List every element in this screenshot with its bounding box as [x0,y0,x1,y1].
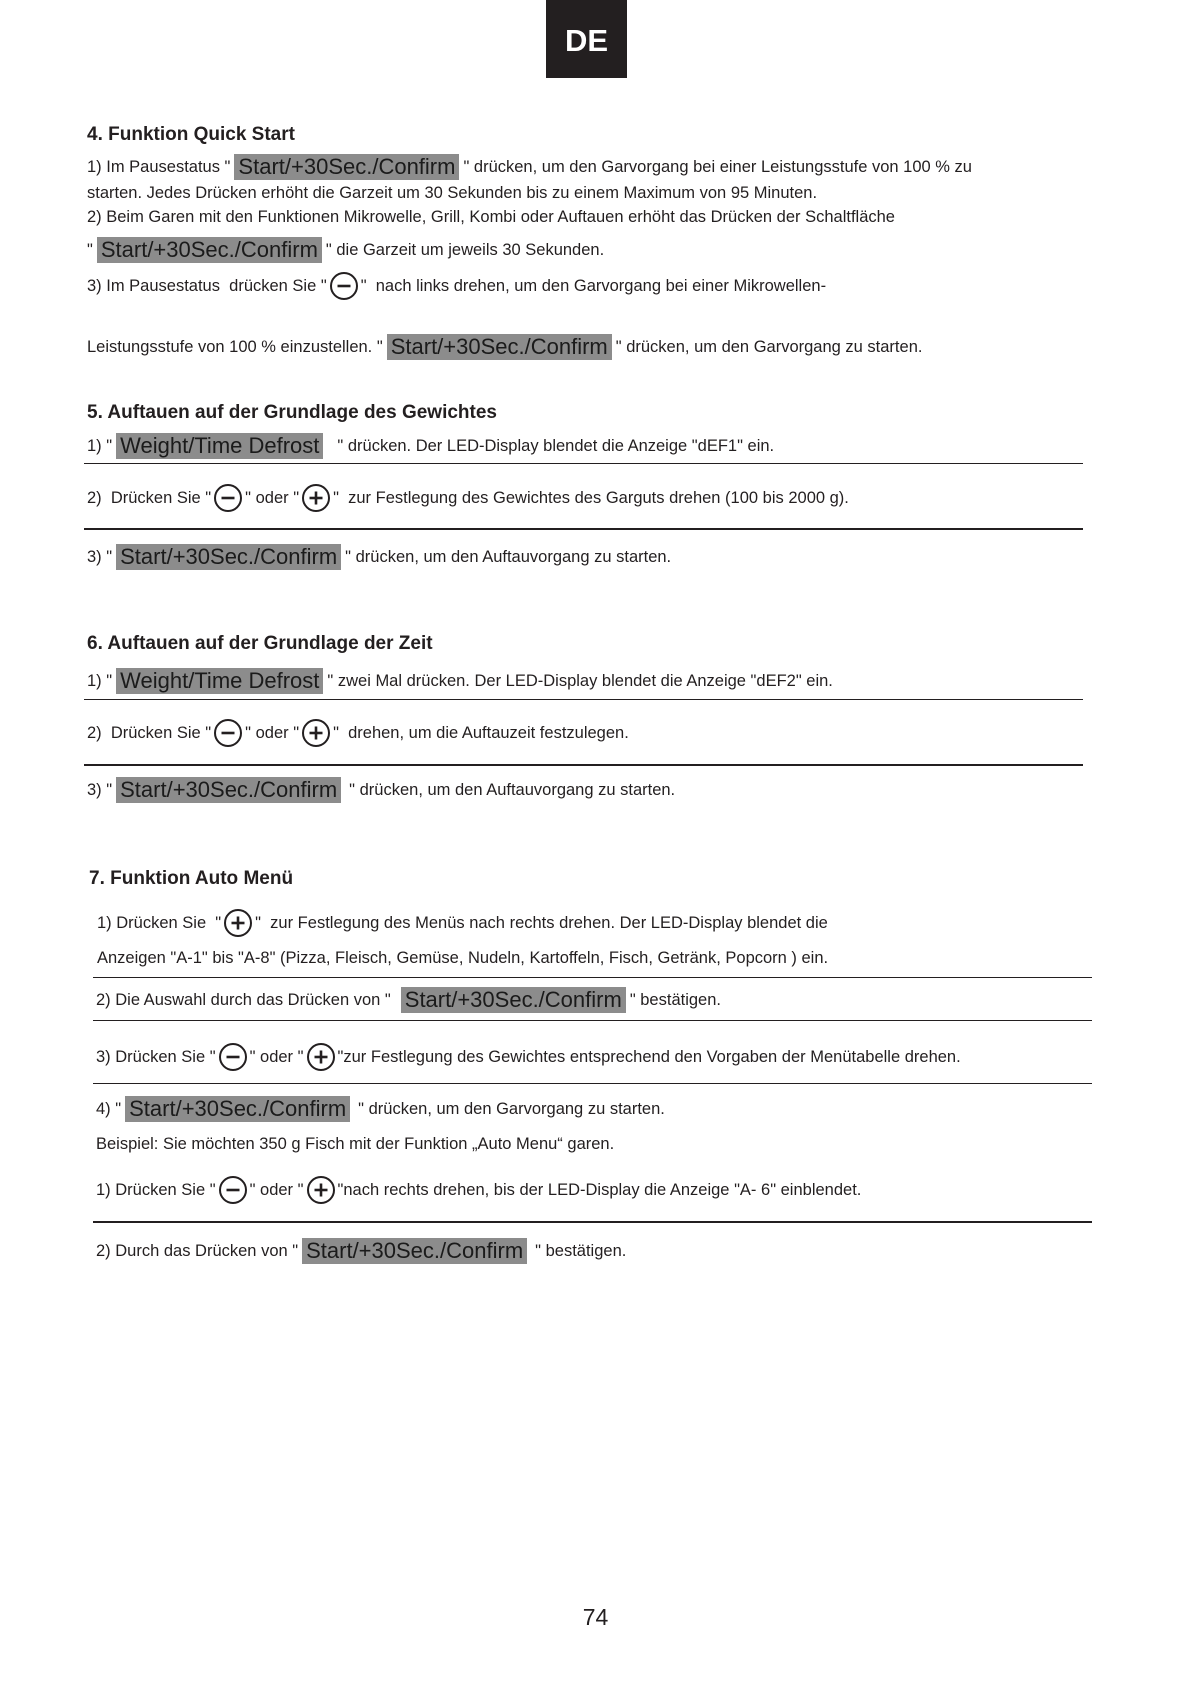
s7-line-8 [96,1236,626,1266]
start-confirm-button-label: Start/+30Sec./Confirm [234,154,459,180]
divider [93,1020,1092,1021]
s7-line-5-text-a: 4) " [96,1099,122,1118]
s4-line-3 [87,202,895,232]
s6-line-2 [87,718,629,748]
s4-line-3-text: 2) Beim Garen mit den Funktionen Mikrowelle, Grill, Kombi oder Auftauen erhöht das Drücken der Schaltfläche [87,207,895,226]
s7-line-3-text-b: " bestätigen. [629,990,721,1009]
s4-line-1-text-a: 1) Im Pausestatus " [87,157,231,176]
s5-line-1 [87,431,774,461]
minus-knob-icon [218,1175,248,1205]
s7-line-4-text-a: 3) Drücken Sie " [96,1047,216,1066]
minus-knob-icon [329,271,359,301]
s5-line-1-text-a: 1) " [87,436,113,455]
s5-line-2 [87,483,849,513]
s5-line-2-text-a: 2) Drücken Sie " [87,488,212,507]
s7-line-3 [96,985,721,1015]
minus-knob-icon [213,483,243,513]
language-badge: DE [546,0,627,78]
s7-line-8-text-b: " bestätigen. [535,1241,627,1260]
s7-line-7-text-b: " oder " [249,1180,304,1199]
s7-line-5-text-b: " drücken, um den Garvorgang zu starten. [358,1099,665,1118]
s5-line-1-text-b: " drücken. Der LED-Display blendet die Anzeige "dEF1" ein. [337,436,775,455]
s6-line-1-text-a: 1) " [87,671,113,690]
s4-line-5-text-a: 3) Im Pausestatus drücken Sie " [87,276,327,295]
weight-time-defrost-button-label: Weight/Time Defrost [116,433,323,459]
start-confirm-button-label: Start/+30Sec./Confirm [387,334,612,360]
s7-line-6 [96,1129,614,1159]
s4-line-6-text-b: " drücken, um den Garvorgang zu starten. [615,337,923,356]
s6-line-1-text-b: " zwei Mal drücken. Der LED-Display blendet die Anzeige "dEF2" ein. [327,671,833,690]
divider [84,463,1083,464]
start-confirm-button-label: Start/+30Sec./Confirm [125,1096,350,1122]
s7-line-7 [96,1175,861,1205]
s6-line-2-text-a: 2) Drücken Sie " [87,723,212,742]
s7-line-4 [96,1042,961,1072]
s7-line-5 [96,1094,665,1124]
section-4-title: 4. Funktion Quick Start [87,124,295,145]
s7-line-4-text-c: "zur Festlegung des Gewichtes entsprechend den Vorgaben der Menütabelle drehen. [337,1047,961,1066]
s6-line-2-text-c: " drehen, um die Auftauzeit festzulegen. [333,723,629,742]
s7-line-4-text-b: " oder " [249,1047,304,1066]
divider [84,699,1083,700]
page-number: 74 [582,1604,609,1630]
s4-line-4-text-a: " [87,240,93,259]
plus-knob-icon [306,1175,336,1205]
section-7-title: 7. Funktion Auto Menü [89,868,294,889]
minus-knob-icon [213,718,243,748]
start-confirm-button-label: Start/+30Sec./Confirm [116,544,341,570]
s4-line-5 [87,271,826,301]
section-5-title: 5. Auftauen auf der Grundlage des Gewichtes [87,402,497,423]
start-confirm-button-label: Start/+30Sec./Confirm [401,987,626,1013]
s7-line-1-text-b: " zur Festlegung des Menüs nach rechts drehen. Der LED-Display blendet die [255,913,828,932]
s7-line-1-text-a: 1) Drücken Sie " [97,913,222,932]
s6-line-3-text-a: 3) " [87,780,113,799]
plus-knob-icon [223,908,253,938]
s5-line-2-text-c: " zur Festlegung des Gewichtes des Garguts drehen (100 bis 2000 g). [333,488,849,507]
s7-line-6-text: Beispiel: Sie möchten 350 g Fisch mit der Funktion „Auto Menu“ garen. [96,1134,615,1153]
s4-line-5-text-b: " nach links drehen, um den Garvorgang bei einer Mikrowellen- [360,276,827,295]
s5-line-3-text-a: 3) " [87,547,113,566]
s4-line-6 [87,332,922,362]
section-6-title: 6. Auftauen auf der Grundlage der Zeit [87,633,433,654]
s7-line-2-text: Anzeigen "A-1" bis "A-8" (Pizza, Fleisch, Gemüse, Nudeln, Kartoffeln, Fisch, Getränk, Popcorn ) ein. [97,948,829,967]
s4-line-2-text: starten. Jedes Drücken erhöht die Garzeit um 30 Sekunden bis zu einem Maximum von 95 Minuten. [87,183,818,202]
divider [93,977,1092,978]
s4-line-1-text-b: " drücken, um den Garvorgang bei einer Leistungsstufe von 100 % zu [463,157,972,176]
s5-line-3 [87,542,671,572]
s7-line-3-text-a: 2) Die Auswahl durch das Drücken von " [96,990,391,1009]
start-confirm-button-label: Start/+30Sec./Confirm [302,1238,527,1264]
divider [84,764,1083,766]
s7-line-1 [97,908,828,938]
divider [93,1221,1092,1223]
start-confirm-button-label: Start/+30Sec./Confirm [97,237,322,263]
s6-line-3 [87,775,675,805]
divider [84,528,1083,530]
minus-knob-icon [218,1042,248,1072]
s7-line-7-text-a: 1) Drücken Sie " [96,1180,216,1199]
plus-knob-icon [306,1042,336,1072]
plus-knob-icon [301,718,331,748]
plus-knob-icon [301,483,331,513]
s5-line-2-text-b: " oder " [245,488,300,507]
start-confirm-button-label: Start/+30Sec./Confirm [116,777,341,803]
s6-line-3-text-b: " drücken, um den Auftauvorgang zu starten. [349,780,676,799]
s4-line-4 [87,235,604,265]
weight-time-defrost-button-label: Weight/Time Defrost [116,668,323,694]
s4-line-6-text-a: Leistungsstufe von 100 % einzustellen. " [87,337,383,356]
divider [93,1083,1092,1084]
s4-line-4-text-b: " die Garzeit um jeweils 30 Sekunden. [325,240,605,259]
s7-line-7-text-c: "nach rechts drehen, bis der LED-Display die Anzeige "A- 6" einblendet. [337,1180,862,1199]
s7-line-8-text-a: 2) Durch das Drücken von " [96,1241,299,1260]
s7-line-2 [97,943,828,973]
s6-line-1 [87,666,833,696]
s5-line-3-text-b: " drücken, um den Auftauvorgang zu starten. [345,547,672,566]
s6-line-2-text-b: " oder " [245,723,300,742]
